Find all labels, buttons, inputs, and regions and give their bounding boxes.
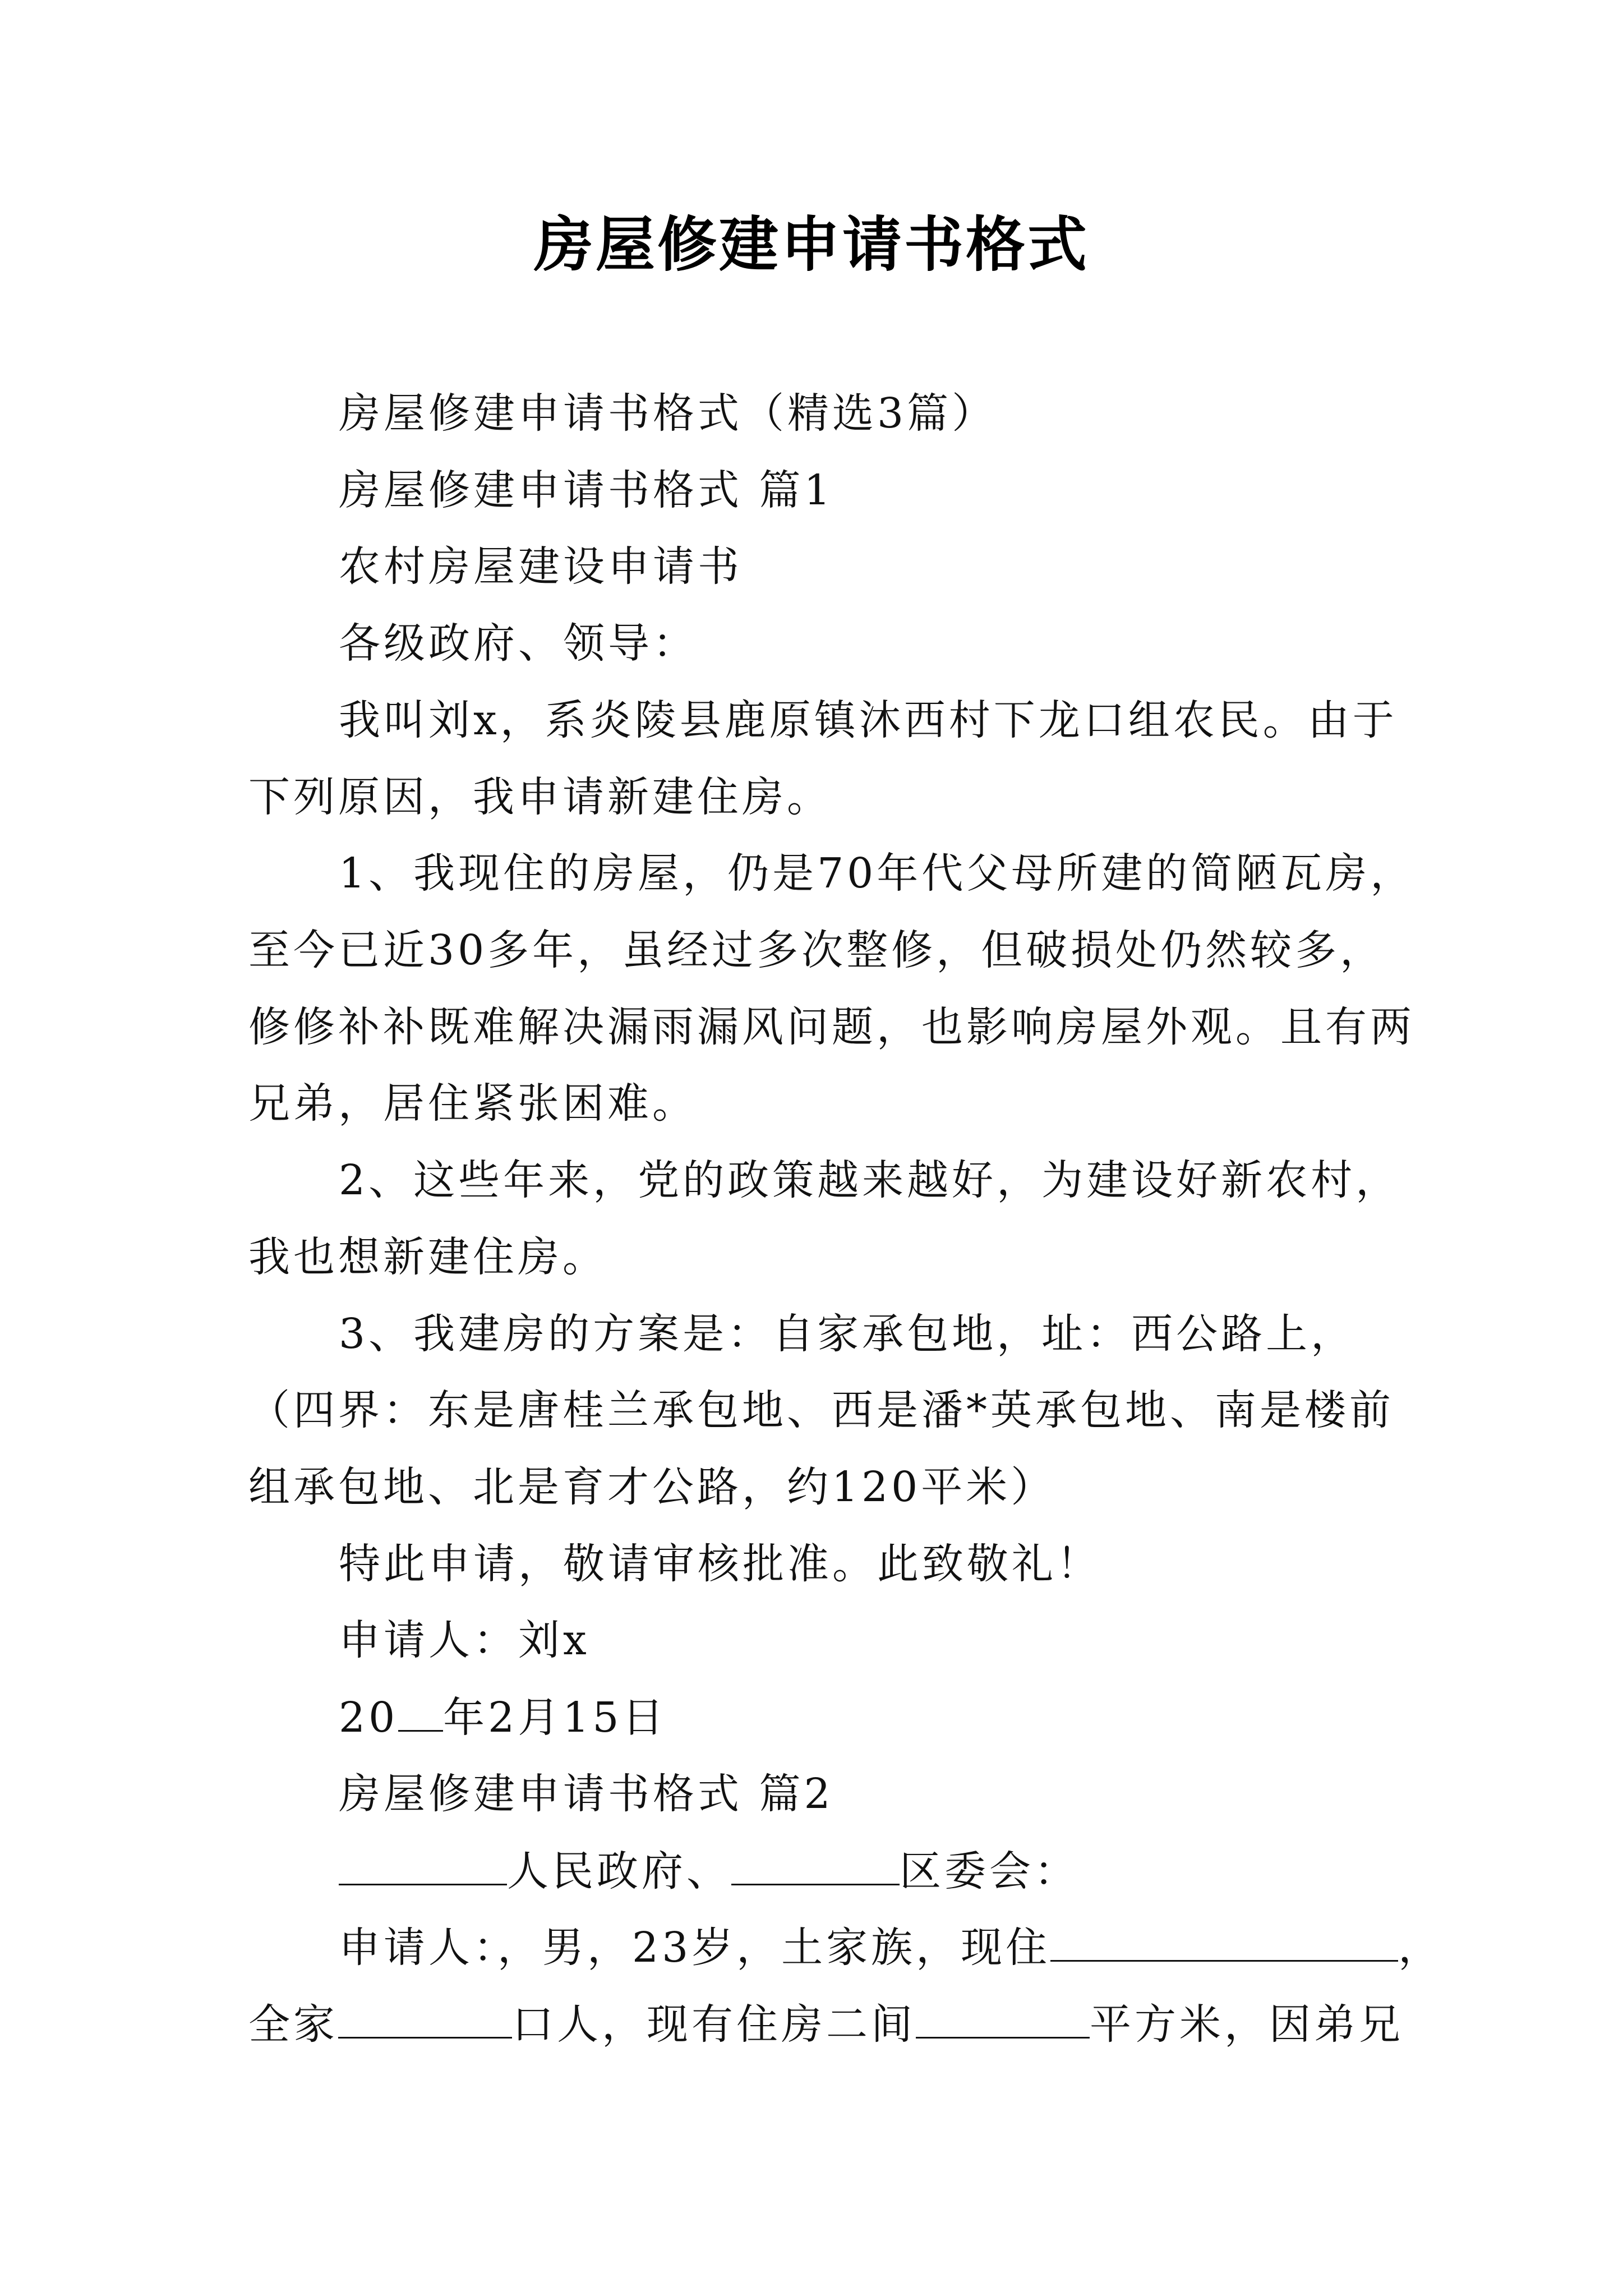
household-end: 平方米，因弟兄 bbox=[1090, 2000, 1404, 2049]
applicant-line: 申请人：刘x bbox=[339, 1616, 590, 1664]
date-blank bbox=[398, 1696, 443, 1732]
section1-heading: 房屋修建申请书格式 篇1 bbox=[339, 466, 834, 514]
address-part2: 区委会： bbox=[900, 1847, 1079, 1895]
paragraph-line: 1、我现住的房屋，仍是70年代父母所建的简陋瓦房， bbox=[339, 849, 1415, 898]
paragraph-line: 我也想新建住房。 bbox=[248, 1233, 607, 1281]
district-blank bbox=[731, 1850, 900, 1885]
closing-line: 特此申请，敬请审核批准。此致敬礼！ bbox=[339, 1540, 1101, 1588]
paragraph-line: 我叫刘x，系炎陵县鹿原镇沐西村下龙口组农民。由于 bbox=[339, 696, 1398, 744]
section2-heading: 房屋修建申请书格式 篇2 bbox=[339, 1770, 834, 1818]
applicant-text: 申请人：，男，23岁，土家族，现住 bbox=[339, 1924, 1051, 1972]
government-blank bbox=[339, 1850, 507, 1885]
paragraph-line: 修修补补既难解决漏雨漏风问题，也影响房屋外观。且有两 bbox=[248, 1003, 1415, 1051]
paragraph-line: 兄弟，居住紧张困难。 bbox=[248, 1079, 697, 1128]
intro-line: 房屋修建申请书格式（精选3篇） bbox=[339, 389, 997, 438]
line-end-comma: ， bbox=[1398, 1924, 1444, 1972]
section2-address-line bbox=[339, 1847, 1528, 1895]
section2-applicant-line bbox=[339, 1924, 1528, 1972]
household-mid: 口人，现有住房二间 bbox=[512, 2000, 916, 2049]
section2-household-line bbox=[248, 2000, 1437, 2049]
area-blank bbox=[916, 2003, 1090, 2039]
household-size-blank bbox=[338, 2003, 512, 2039]
section1-doc-title: 农村房屋建设申请书 bbox=[339, 542, 743, 591]
residence-blank bbox=[1050, 1926, 1398, 1962]
paragraph-line: 下列原因，我申请新建住房。 bbox=[248, 773, 832, 821]
address-part1: 人民政府、 bbox=[507, 1847, 731, 1895]
paragraph-line: （四界：东是唐桂兰承包地、西是潘*英承包地、南是楼前 bbox=[248, 1386, 1394, 1434]
document-title: 房屋修建申请书格式 bbox=[534, 210, 1089, 279]
paragraph-line: 2、这些年来，党的政策越来越好，为建设好新农村， bbox=[339, 1156, 1401, 1204]
paragraph-line: 至今已近30多年，虽经过多次整修，但破损处仍然较多， bbox=[248, 926, 1385, 974]
date-line bbox=[339, 1694, 1528, 1742]
household-start: 全家 bbox=[248, 2000, 338, 2049]
date-suffix: 年2月15日 bbox=[443, 1694, 667, 1742]
salutation: 各级政府、领导： bbox=[339, 619, 698, 668]
paragraph-line: 3、我建房的方案是：自家承包地，址：西公路上， bbox=[339, 1310, 1356, 1358]
date-prefix: 20 bbox=[339, 1694, 399, 1742]
paragraph-line: 组承包地、北是育才公路，约120平米） bbox=[248, 1463, 1056, 1511]
